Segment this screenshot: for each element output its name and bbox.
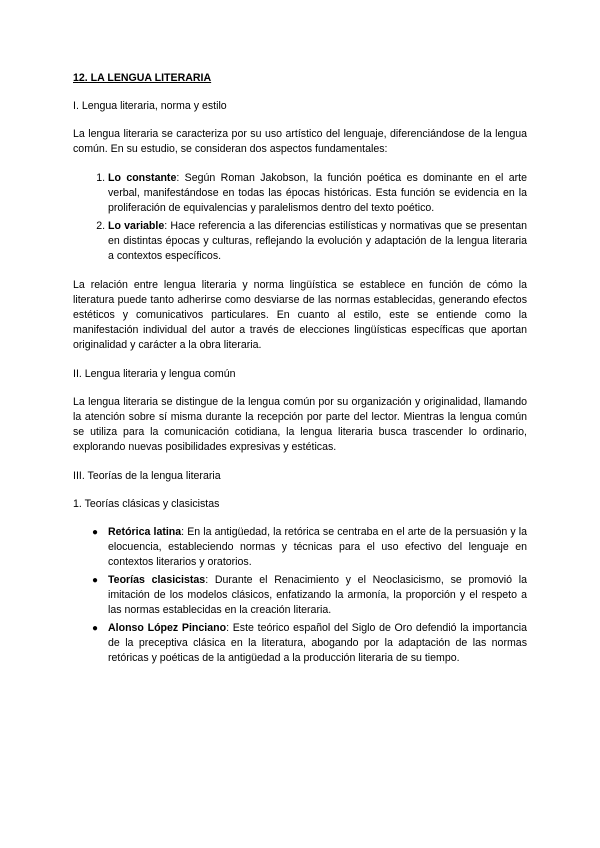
section-1-paragraph-2: La relación entre lengua literaria y norma lingüística se establece en función de cómo la literatura puede tanto adherirse como desviarse de las normas establecidas, generando efectos estéticos y comunicativos particulares. En cuanto al estilo, este se entiende como la manifestación individual del autor a través de elecciones lingüísticas específicas que aportan originalidad y carácter a la obra literaria. <box>73 279 527 351</box>
section-2-paragraph: La lengua literaria se distingue de la lengua común por su organización y originalidad, llamando la atención sobre sí misma durante la recepción por parte del lector. Mientras la lengua común se utiliza para la comunicación cotidiana, la lengua literaria busca trascender lo ordinario, explorando nuevas posibilidades expresivas y estéticas. <box>73 396 527 453</box>
list-item-term: Lo variable <box>108 220 165 232</box>
section-2-heading: II. Lengua literaria y lengua común <box>73 368 236 380</box>
list-item-term: Teorías clasicistas <box>108 574 206 586</box>
list-item-term: Alonso López Pinciano <box>108 622 227 634</box>
list-item <box>92 621 527 666</box>
list-item <box>108 219 527 264</box>
list-item-text: : Según Roman Jakobson, la función poética es dominante en el arte verbal, manifestándose en todas las épocas históricas. Esta función se evidencia en la proliferación de equivalencias y paralelismos dentro del texto poético. <box>108 172 528 214</box>
document-title: 12. LA LENGUA LITERARIA <box>73 72 212 84</box>
section-3-heading: III. Teorías de la lengua literaria <box>73 470 221 482</box>
list-item-text: : Este teórico español del Siglo de Oro defendió la importancia de la preceptiva clásica en la literatura, abogando por la adaptación de las normas retóricas y poéticas de la antigüedad a la producción literaria de su tiempo. <box>108 622 527 664</box>
section-3-subheading: 1. Teorías clásicas y clasicistas <box>73 498 220 510</box>
list-item-text: : Durante el Renacimiento y el Neoclasicismo, se promovió la imitación de los modelos clásicos, enfatizando la armonía, la proporción y el respeto a las normas establecidas en la creación literaria. <box>108 574 527 616</box>
list-item <box>108 171 527 216</box>
bullet-icon: ● <box>92 575 99 586</box>
bullet-icon: ● <box>92 623 99 634</box>
list-item-term: Lo constante <box>108 172 177 184</box>
list-item-text: : En la antigüedad, la retórica se centraba en el arte de la persuasión y la elocuencia, estableciendo normas y técnicas para el uso efectivo del lenguaje en contextos literarios y oratorios. <box>108 526 527 568</box>
theories-list <box>73 525 527 666</box>
section-1-heading: I. Lengua literaria, norma y estilo <box>73 100 227 112</box>
list-item <box>92 573 527 618</box>
aspects-list <box>73 171 527 264</box>
list-item-text: : Hace referencia a las diferencias estilísticas y normativas que se presentan en distintas épocas y culturas, reflejando la evolución y adaptación de la lengua literaria a contextos específicos. <box>108 220 528 262</box>
list-item-term: Retórica latina <box>108 526 182 538</box>
bullet-icon: ● <box>92 527 99 538</box>
list-item <box>92 525 527 570</box>
section-1-intro: La lengua literaria se caracteriza por su uso artístico del lenguaje, diferenciándose de la lengua común. En su estudio, se consideran dos aspectos fundamentales: <box>73 128 527 155</box>
